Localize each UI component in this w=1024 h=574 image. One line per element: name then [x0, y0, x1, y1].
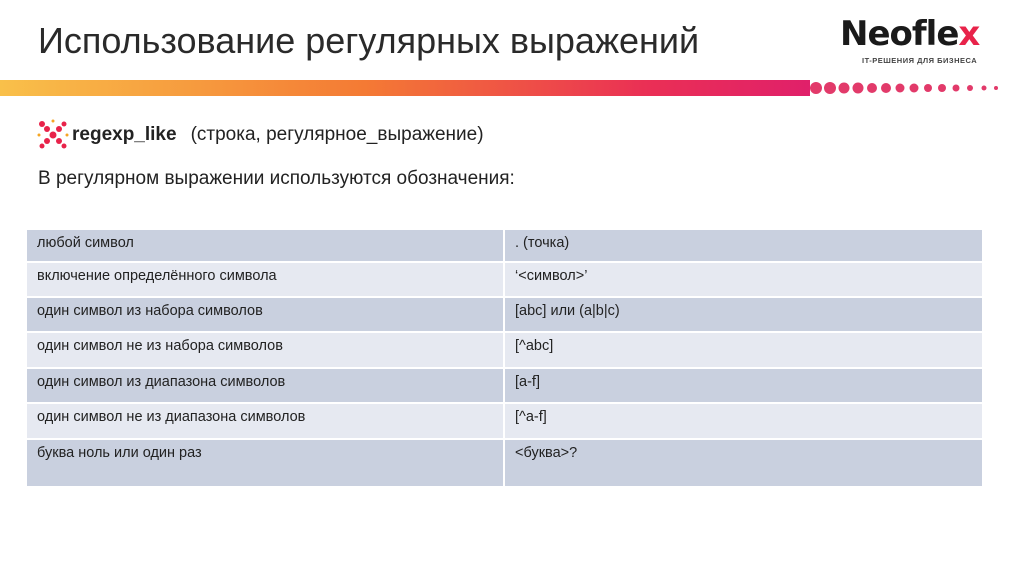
table-cell-notation: [abc] или (a|b|c)	[505, 298, 982, 331]
logo-word-main: Neofle	[840, 14, 959, 54]
table-cell-description: один символ из набора символов	[27, 298, 505, 331]
table-row	[27, 263, 982, 296]
function-name: regexp_like	[72, 124, 177, 145]
table-row	[27, 298, 982, 331]
table-cell-description: буква ноль или один раз	[27, 440, 505, 486]
logo-word-x: x	[958, 14, 980, 54]
function-args: (строка, регулярное_выражение)	[190, 124, 484, 145]
table-row	[27, 440, 982, 486]
table-cell-notation: ‘<символ>’	[505, 263, 982, 296]
slide-title: Использование регулярных выражений	[38, 20, 700, 61]
function-bullet	[36, 118, 484, 152]
table-cell-notation: [^abc]	[505, 333, 982, 367]
decorative-banner	[0, 80, 1024, 100]
table-cell-description: один символ не из диапазона символов	[27, 404, 505, 438]
table-cell-notation: [^a-f]	[505, 404, 982, 438]
table-cell-notation: . (точка)	[505, 230, 982, 261]
table-row	[27, 404, 982, 438]
table-row	[27, 230, 982, 261]
regex-notation-table	[27, 228, 982, 488]
logo-x-icon	[36, 118, 70, 152]
logo-tagline: IT-РЕШЕНИЯ ДЛЯ БИЗНЕСА	[862, 56, 978, 65]
table-cell-description: один символ не из набора символов	[27, 333, 505, 367]
table-row	[27, 369, 982, 402]
logo-wordmark	[840, 14, 979, 54]
table-cell-notation: [a-f]	[505, 369, 982, 402]
table-cell-description: один символ из диапазона символов	[27, 369, 505, 402]
table-cell-description: включение определённого символа	[27, 263, 505, 296]
table-cell-notation: <буква>?	[505, 440, 982, 486]
banner-dots	[810, 82, 998, 94]
subtitle-text: В регулярном выражении используются обозначения:	[38, 168, 515, 189]
table-cell-description: любой символ	[27, 230, 505, 261]
table-row	[27, 333, 982, 367]
neoflex-logo	[840, 14, 1002, 70]
